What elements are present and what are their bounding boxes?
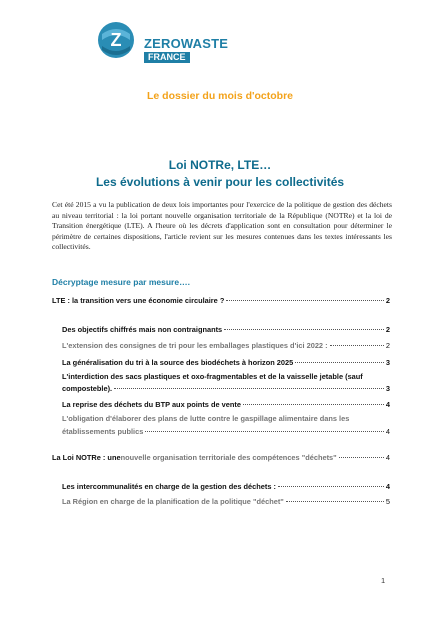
toc-leader (295, 362, 384, 363)
title-line-2: Les évolutions à venir pour les collectivités (95, 175, 345, 189)
toc-page-number: 4 (385, 400, 390, 409)
toc-page-number: 2 (385, 341, 390, 350)
page-number: 1 (381, 576, 386, 585)
toc-leader (278, 486, 384, 487)
toc-leader (330, 345, 384, 346)
toc-entry[interactable] (62, 427, 390, 436)
toc-page-number: 3 (385, 384, 390, 393)
toc-entry-title: L'extension des consignes de tri pour les emballages plastiques d'ici 2022 : (62, 341, 328, 350)
toc-page-number: 3 (385, 358, 390, 367)
toc-entry[interactable] (52, 453, 390, 462)
toc-page-number: 5 (385, 497, 390, 506)
toc-entry-title: Des objectifs chiffrés mais non contraignants (62, 325, 223, 334)
toc-entry-title: LTE : la transition vers une économie circulaire ? (52, 296, 225, 305)
toc-entry[interactable] (62, 482, 390, 491)
toc-leader (224, 329, 384, 330)
toc-entry[interactable] (62, 384, 390, 393)
toc-page-number: 2 (385, 325, 390, 334)
toc-entry[interactable] (62, 358, 390, 367)
toc-entry-title: La Loi NOTRe : une (52, 453, 121, 462)
toc-leader (145, 431, 384, 432)
svg-text:Z: Z (110, 30, 122, 50)
toc-entry[interactable] (62, 341, 390, 350)
toc-leader (226, 300, 384, 301)
toc-entry-title-continued: établissements publics (62, 427, 144, 436)
toc-leader (286, 501, 384, 502)
toc-leader (339, 457, 384, 458)
toc-entry-title[interactable]: L'obligation d'élaborer des plans de lutte contre le gaspillage alimentaire dans les (62, 414, 350, 423)
toc-leader (243, 404, 384, 405)
zerowaste-france-logo (96, 20, 246, 70)
toc-page-number: 2 (385, 296, 390, 305)
toc-entry[interactable] (52, 296, 390, 305)
toc-entry-title: Les intercommunalités en charge de la gestion des déchets : (62, 482, 276, 491)
zerowaste-logo-icon (96, 20, 136, 60)
toc-entry[interactable] (62, 325, 390, 334)
toc-page-number: 4 (385, 453, 390, 462)
toc-page-number: 4 (385, 482, 390, 491)
toc-entry-title: La généralisation du tri à la source des biodéchets à horizon 2025 (62, 358, 294, 367)
decryptage-heading: Décryptage mesure par mesure…. (52, 277, 190, 287)
intro-paragraph: Cet été 2015 a vu la publication de deux lois importantes pour l'exercice de la politique de gestion des déchets au niveau territorial : la loi portant nouvelle organisation territoriale de la République (NOTRe) et la loi de Transition énergétique (LTE). A l'heure où les décrets d'application sont en consultation pour déterminer le périmètre de certaines dispositions, l'article revient sur les mesures contenues dans les textes intéressants les collectivités. (52, 200, 392, 252)
toc-entry[interactable] (62, 400, 390, 409)
toc-entry-title: La reprise des déchets du BTP aux points de vente (62, 400, 241, 409)
brand-name: ZEROWASTE (144, 36, 229, 51)
toc-entry[interactable] (62, 497, 390, 506)
title-line-1: Loi NOTRe, LTE… (168, 158, 272, 172)
toc-entry-title[interactable]: L'interdiction des sacs plastiques et oxo-fragmentables et de la vaisselle jetable (sauf (62, 372, 363, 381)
toc-page-number: 4 (385, 427, 390, 436)
brand-country: FRANCE (144, 52, 190, 63)
toc-leader (114, 388, 384, 389)
toc-entry-title-continued: composteble). (62, 384, 113, 393)
dossier-heading: Le dossier du mois d'octobre (146, 90, 294, 102)
toc-entry-title: La Région en charge de la planification de la politique "déchet" (62, 497, 284, 506)
toc-entry-title-continued: nouvelle organisation territoriale des compétences "déchets" (120, 453, 337, 462)
